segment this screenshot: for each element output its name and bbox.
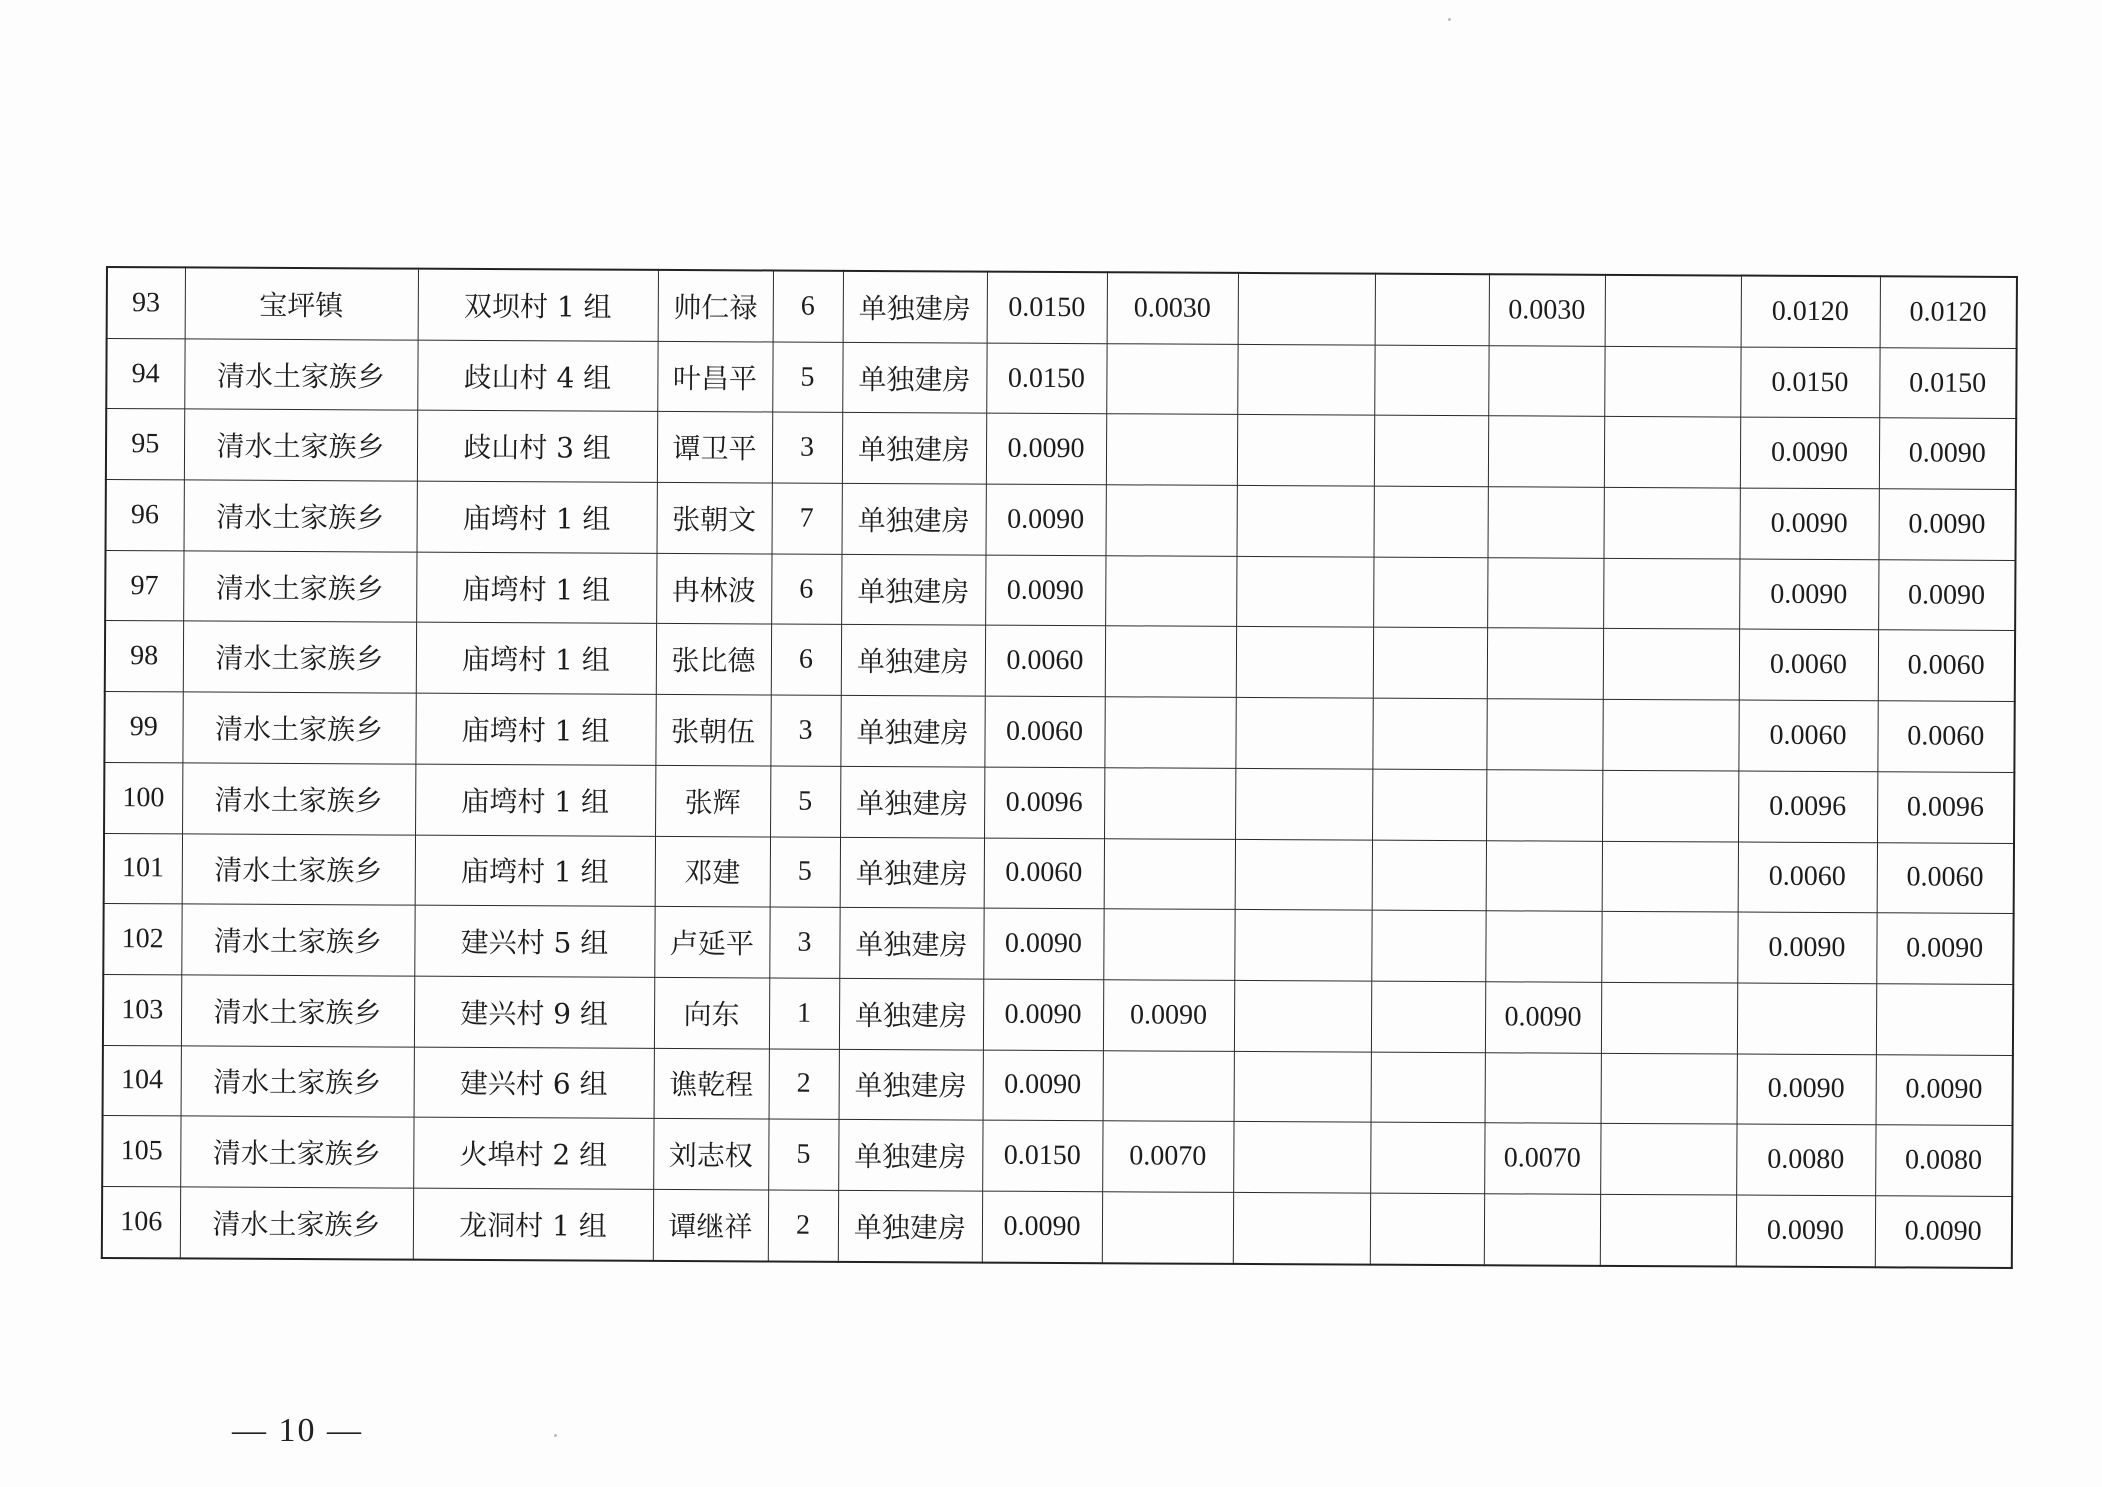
area-value-cell: 0.0060 [984, 838, 1104, 909]
area-value-cell: 0.0060 [1739, 629, 1878, 700]
householder-name-cell: 张朝文 [657, 482, 772, 553]
area-value-cell [1234, 1051, 1371, 1122]
row-number-cell: 102 [103, 904, 181, 975]
village-group-cell: 龙洞村 1 组 [413, 1188, 653, 1260]
area-value-cell [1601, 1053, 1737, 1124]
construction-type-cell: 单独建房 [842, 413, 986, 484]
area-value-cell: 0.0080 [1875, 1125, 2012, 1196]
household-size-cell: 5 [770, 836, 840, 907]
area-value-cell [1372, 698, 1486, 769]
area-value-cell [1603, 558, 1739, 629]
area-value-cell [1373, 486, 1487, 557]
area-value-cell: 0.0150 [1740, 347, 1879, 418]
village-group-cell: 建兴村 5 组 [414, 905, 654, 977]
area-value-cell [1105, 555, 1236, 626]
area-value-cell: 0.0060 [1877, 842, 2014, 913]
area-value-cell [1104, 838, 1235, 909]
area-value-cell [1104, 768, 1235, 839]
area-value-cell: 0.0090 [982, 1191, 1102, 1263]
area-value-cell [1370, 1122, 1484, 1193]
row-number-cell: 96 [106, 480, 184, 551]
area-value-cell: 0.0150 [986, 343, 1106, 414]
household-size-cell: 5 [770, 766, 840, 837]
construction-type-cell: 单独建房 [840, 766, 984, 837]
household-size-cell: 3 [770, 695, 840, 766]
row-number-cell: 94 [106, 338, 184, 409]
area-value-cell [1235, 768, 1372, 839]
village-group-cell: 庙塆村 1 组 [415, 835, 655, 907]
household-size-cell: 6 [773, 270, 843, 342]
householder-name-cell: 刘志权 [653, 1119, 768, 1190]
table-row [106, 338, 2016, 419]
table-container [101, 266, 2018, 1269]
household-size-cell: 7 [772, 483, 842, 554]
table-row [104, 692, 2014, 773]
construction-type-cell: 单独建房 [840, 837, 984, 908]
table-row [102, 1186, 2012, 1267]
area-value-cell: 0.0096 [984, 767, 1104, 838]
area-value-cell: 0.0030 [1489, 274, 1605, 346]
area-value-cell [1486, 770, 1602, 841]
village-group-cell: 庙塆村 1 组 [415, 764, 655, 836]
construction-type-cell: 单独建房 [841, 625, 985, 696]
village-group-cell: 建兴村 9 组 [414, 976, 654, 1048]
area-value-cell: 0.0060 [984, 696, 1104, 767]
household-size-cell: 5 [772, 342, 842, 413]
area-value-cell [1604, 346, 1740, 417]
area-value-cell [1488, 345, 1604, 416]
construction-type-cell: 单独建房 [842, 483, 986, 554]
construction-type-cell: 单独建房 [838, 1190, 982, 1262]
area-value-cell: 0.0060 [1877, 701, 2014, 772]
township-cell: 清水土家族乡 [182, 692, 415, 764]
area-value-cell: 0.0090 [983, 908, 1103, 979]
area-value-cell: 0.0090 [1878, 560, 2015, 631]
row-number-cell: 104 [103, 1045, 181, 1116]
area-value-cell: 0.0090 [1876, 1054, 2013, 1125]
area-value-cell: 0.0090 [1739, 488, 1878, 559]
area-value-cell [1236, 485, 1373, 556]
area-value-cell [1600, 1124, 1736, 1195]
area-value-cell [1106, 414, 1237, 485]
construction-type-cell: 单独建房 [839, 978, 983, 1049]
area-value-cell [1236, 627, 1373, 698]
area-value-cell [1102, 1192, 1233, 1264]
area-value-cell: 0.0060 [985, 626, 1105, 697]
area-value-cell: 0.0096 [1877, 772, 2014, 843]
area-value-cell [1103, 1050, 1234, 1121]
area-value-cell: 0.0090 [1485, 982, 1601, 1053]
area-value-cell [1602, 699, 1738, 770]
township-cell: 清水土家族乡 [183, 621, 416, 693]
area-value-cell: 0.0096 [1738, 771, 1877, 842]
land-record-table [101, 266, 2018, 1269]
construction-type-cell: 单独建房 [839, 1049, 983, 1120]
village-group-cell: 庙塆村 1 组 [417, 481, 657, 553]
area-value-cell: 0.0090 [985, 484, 1105, 555]
area-value-cell [1371, 981, 1485, 1052]
table-row [105, 550, 2015, 631]
area-value-cell [1601, 982, 1737, 1053]
area-value-cell: 0.0090 [1875, 1196, 2012, 1268]
area-value-cell [1603, 487, 1739, 558]
township-cell: 清水土家族乡 [184, 409, 417, 481]
area-value-cell [1375, 274, 1489, 346]
area-value-cell [1484, 1194, 1600, 1266]
area-value-cell: 0.0070 [1484, 1123, 1600, 1194]
area-value-cell: 0.0090 [986, 413, 1106, 484]
township-cell: 清水土家族乡 [181, 904, 414, 976]
area-value-cell [1370, 1193, 1484, 1265]
area-value-cell: 0.0090 [985, 555, 1105, 626]
row-number-cell: 99 [104, 692, 182, 763]
table-row [102, 1116, 2012, 1197]
row-number-cell: 98 [105, 621, 183, 692]
area-value-cell [1372, 769, 1486, 840]
page-number: — 10 — [232, 1412, 363, 1449]
village-group-cell: 歧山村 4 组 [417, 340, 657, 412]
area-value-cell: 0.0150 [987, 272, 1107, 344]
row-number-cell: 93 [107, 267, 185, 339]
township-cell: 清水土家族乡 [182, 763, 415, 835]
area-value-cell [1602, 770, 1738, 841]
area-value-cell: 0.0090 [1737, 1054, 1876, 1125]
householder-name-cell: 邓建 [655, 836, 770, 907]
area-value-cell [1486, 699, 1602, 770]
area-value-cell [1603, 629, 1739, 700]
area-value-cell [1374, 345, 1488, 416]
area-value-cell [1371, 910, 1485, 981]
village-group-cell: 双坝村 1 组 [418, 269, 658, 341]
row-number-cell: 100 [104, 762, 182, 833]
row-number-cell: 105 [102, 1116, 180, 1187]
household-size-cell: 5 [768, 1119, 838, 1190]
township-cell: 清水土家族乡 [184, 339, 417, 411]
household-size-cell: 3 [769, 907, 839, 978]
area-value-cell [1487, 487, 1603, 558]
area-value-cell [1373, 628, 1487, 699]
area-value-cell: 0.0060 [1738, 700, 1877, 771]
area-value-cell [1487, 628, 1603, 699]
area-value-cell [1602, 841, 1738, 912]
township-cell: 清水土家族乡 [180, 1187, 413, 1259]
area-value-cell [1876, 984, 2013, 1055]
area-value-cell [1374, 416, 1488, 487]
construction-type-cell: 单独建房 [843, 271, 987, 343]
area-value-cell [1373, 557, 1487, 628]
area-value-cell [1235, 698, 1372, 769]
township-cell: 清水土家族乡 [182, 833, 415, 905]
area-value-cell: 0.0080 [1736, 1124, 1875, 1195]
householder-name-cell: 谯乾程 [654, 1048, 769, 1119]
householder-name-cell: 谭继祥 [653, 1189, 768, 1261]
area-value-cell [1486, 840, 1602, 911]
area-value-cell [1737, 983, 1876, 1054]
area-value-cell [1604, 417, 1740, 488]
area-value-cell [1105, 485, 1236, 556]
area-value-cell: 0.0090 [1737, 912, 1876, 983]
table-row [106, 409, 2016, 490]
householder-name-cell: 谭卫平 [657, 412, 772, 483]
area-value-cell: 0.0150 [1879, 347, 2016, 418]
area-value-cell: 0.0090 [1736, 1195, 1875, 1267]
householder-name-cell: 张朝伍 [655, 695, 770, 766]
area-value-cell: 0.0090 [983, 1050, 1103, 1121]
scan-speck [554, 1434, 557, 1437]
village-group-cell: 庙塆村 1 组 [416, 623, 656, 695]
area-value-cell: 0.0150 [982, 1120, 1102, 1191]
row-number-cell: 97 [105, 550, 183, 621]
area-value-cell [1233, 1122, 1370, 1193]
household-size-cell: 2 [769, 1049, 839, 1120]
area-value-cell [1372, 840, 1486, 911]
table-body [102, 267, 2017, 1268]
area-value-cell [1601, 912, 1737, 983]
area-value-cell: 0.0090 [1739, 559, 1878, 630]
area-value-cell: 0.0120 [1741, 276, 1880, 348]
area-value-cell [1238, 273, 1375, 345]
area-value-cell: 0.0090 [1879, 418, 2016, 489]
householder-name-cell: 张辉 [655, 765, 770, 836]
construction-type-cell: 单独建房 [841, 554, 985, 625]
area-value-cell [1600, 1194, 1736, 1266]
table-row [103, 1045, 2013, 1126]
householder-name-cell: 叶昌平 [657, 341, 772, 412]
scan-speck [1448, 18, 1451, 21]
area-value-cell [1236, 556, 1373, 627]
area-value-cell [1104, 697, 1235, 768]
township-cell: 清水土家族乡 [180, 1116, 413, 1188]
row-number-cell: 103 [103, 974, 181, 1045]
area-value-cell: 0.0070 [1102, 1121, 1233, 1192]
area-value-cell [1485, 911, 1601, 982]
row-number-cell: 106 [102, 1186, 180, 1258]
household-size-cell: 1 [769, 978, 839, 1049]
householder-name-cell: 冉林波 [656, 553, 771, 624]
area-value-cell [1234, 910, 1371, 981]
table-row [104, 762, 2014, 843]
householder-name-cell: 卢延平 [654, 907, 769, 978]
household-size-cell: 2 [768, 1190, 838, 1262]
area-value-cell [1106, 343, 1237, 414]
table-row [103, 904, 2013, 985]
area-value-cell: 0.0060 [1878, 630, 2015, 701]
area-value-cell [1488, 416, 1604, 487]
township-cell: 清水土家族乡 [183, 551, 416, 623]
village-group-cell: 建兴村 6 组 [414, 1047, 654, 1119]
construction-type-cell: 单独建房 [840, 695, 984, 766]
township-cell: 清水土家族乡 [184, 480, 417, 552]
table-row [104, 833, 2014, 914]
construction-type-cell: 单独建房 [838, 1120, 982, 1191]
table-row [103, 974, 2013, 1055]
area-value-cell: 0.0030 [1107, 272, 1238, 344]
area-value-cell [1233, 1192, 1370, 1264]
household-size-cell: 6 [771, 624, 841, 695]
area-value-cell: 0.0120 [1880, 276, 2017, 348]
area-value-cell [1237, 415, 1374, 486]
area-value-cell: 0.0090 [1876, 913, 2013, 984]
household-size-cell: 3 [772, 412, 842, 483]
construction-type-cell: 单独建房 [839, 908, 983, 979]
area-value-cell [1105, 626, 1236, 697]
township-cell: 宝坪镇 [185, 267, 418, 339]
area-value-cell: 0.0090 [1740, 417, 1879, 488]
householder-name-cell: 帅仁禄 [658, 270, 773, 342]
village-group-cell: 庙塆村 1 组 [416, 552, 656, 624]
area-value-cell [1103, 909, 1234, 980]
table-row [106, 480, 2016, 561]
household-size-cell: 6 [771, 554, 841, 625]
householder-name-cell: 张比德 [656, 624, 771, 695]
table-row [107, 267, 2017, 348]
area-value-cell [1485, 1052, 1601, 1123]
township-cell: 清水土家族乡 [181, 975, 414, 1047]
area-value-cell [1605, 275, 1741, 347]
area-value-cell [1237, 344, 1374, 415]
row-number-cell: 95 [106, 409, 184, 480]
township-cell: 清水土家族乡 [181, 1045, 414, 1117]
area-value-cell [1235, 839, 1372, 910]
area-value-cell: 0.0090 [1878, 489, 2015, 560]
village-group-cell: 火埠村 2 组 [413, 1117, 653, 1189]
householder-name-cell: 向东 [654, 977, 769, 1048]
area-value-cell [1487, 557, 1603, 628]
village-group-cell: 庙塆村 1 组 [415, 693, 655, 765]
area-value-cell: 0.0090 [983, 979, 1103, 1050]
area-value-cell [1371, 1052, 1485, 1123]
area-value-cell: 0.0090 [1103, 980, 1234, 1051]
area-value-cell [1234, 980, 1371, 1051]
construction-type-cell: 单独建房 [842, 342, 986, 413]
table-row [105, 621, 2015, 702]
area-value-cell: 0.0060 [1738, 842, 1877, 913]
row-number-cell: 101 [104, 833, 182, 904]
village-group-cell: 歧山村 3 组 [417, 411, 657, 483]
